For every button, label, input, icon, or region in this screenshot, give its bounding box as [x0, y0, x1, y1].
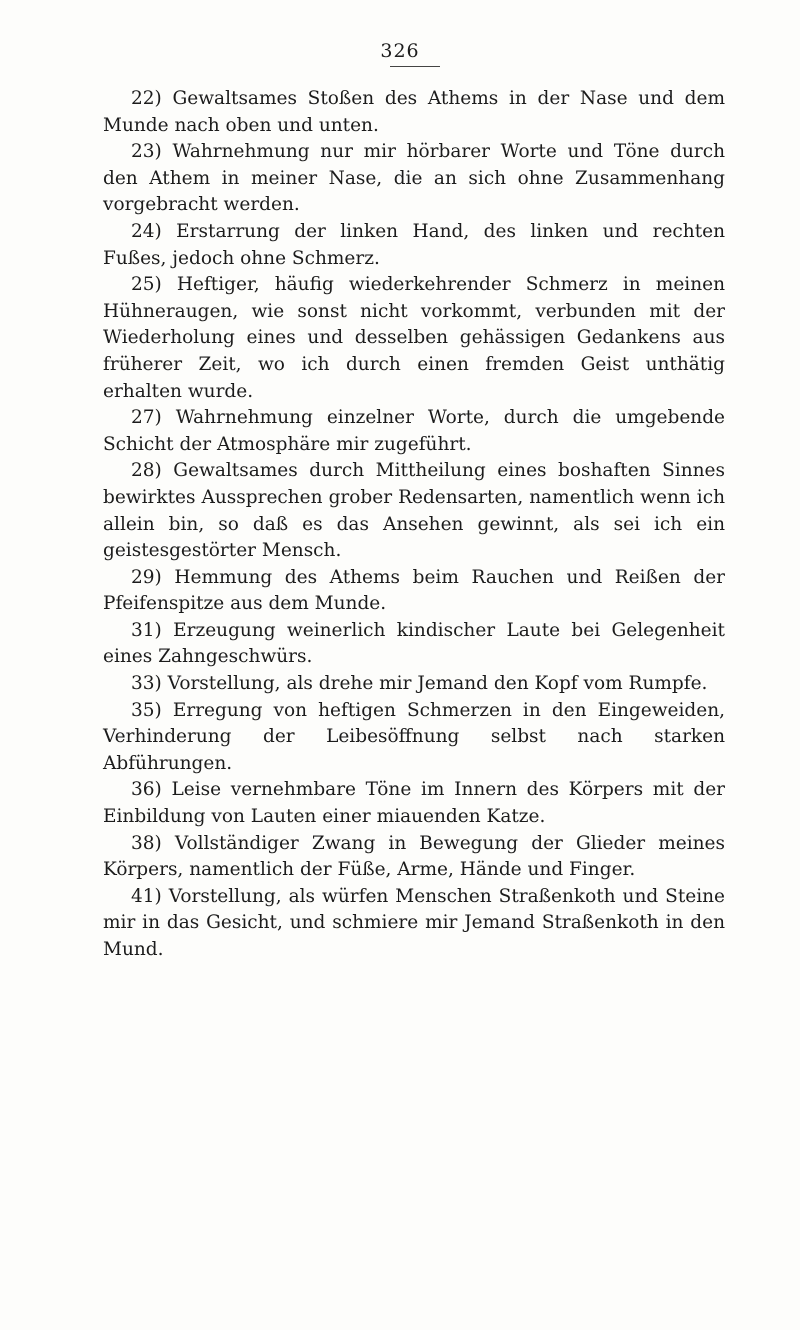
entry-number: 25) — [131, 274, 162, 296]
entry-text: Erregung von heftigen Schmerzen in den Eingeweiden, Verhinderung der Leibesöffnung selbst nach starken Abführungen. — [103, 699, 725, 774]
list-item — [103, 458, 725, 564]
entry-number: 23) — [131, 141, 162, 163]
list-item — [103, 565, 725, 618]
entry-number: 41) — [131, 885, 162, 907]
list-item — [103, 86, 725, 139]
list-item — [103, 831, 725, 884]
entry-number: 28) — [131, 460, 162, 482]
entry-text: Vorstellung, als würfen Menschen Straßenkoth und Steine mir in das Gesicht, und schmiere mir Jemand Straßenkoth in den Mund. — [103, 885, 725, 960]
entry-text: Wahrnehmung nur mir hörbarer Worte und Töne durch den Athem in meiner Nase, die an sich ohne Zusammenhang vorgebracht werden. — [103, 141, 725, 216]
entry-text: Gewaltsames durch Mittheilung eines boshaften Sinnes bewirktes Aussprechen grober Redensarten, namentlich wenn ich allein bin, so daß es das Ansehen gewinnt, als sei ich ein geistesgestörter Mensch. — [103, 460, 725, 562]
entry-number: 27) — [131, 407, 162, 429]
entry-text: Hemmung des Athems beim Rauchen und Reißen der Pfeifenspitze aus dem Munde. — [103, 566, 725, 615]
entry-number: 24) — [131, 220, 162, 242]
list-item — [103, 219, 725, 272]
entry-number: 33) — [131, 673, 162, 695]
entry-number: 29) — [131, 566, 162, 588]
entry-text: Vollständiger Zwang in Bewegung der Glieder meines Körpers, namentlich der Füße, Arme, Hände und Finger. — [103, 832, 725, 881]
entry-text: Vorstellung, als drehe mir Jemand den Kopf vom Rumpfe. — [167, 673, 708, 695]
list-item — [103, 671, 725, 698]
entry-text: Erzeugung weinerlich kindischer Laute bei Gelegenheit eines Zahngeschwürs. — [103, 619, 725, 668]
list-item — [103, 405, 725, 458]
entry-text: Gewaltsames Stoßen des Athems in der Nase und dem Munde nach oben und unten. — [103, 88, 725, 136]
symptom-list — [103, 86, 725, 964]
entry-text: Leise vernehmbare Töne im Innern des Körpers mit der Einbildung von Lauten einer miauenden Katze. — [103, 779, 725, 828]
entry-number: 22) — [131, 88, 162, 109]
entry-number: 38) — [131, 832, 162, 854]
list-item — [103, 884, 725, 964]
list-item — [103, 698, 725, 778]
entry-text: Wahrnehmung einzelner Worte, durch die umgebende Schicht der Atmosphäre mir zugeführt. — [103, 407, 725, 455]
list-item — [103, 139, 725, 219]
entry-number: 35) — [131, 699, 162, 721]
entry-number: 36) — [131, 779, 162, 801]
entry-text: Heftiger, häufig wiederkehrender Schmerz in meinen Hühneraugen, wie sonst nicht vorkommt, verbunden mit der Wiederholung eines und desselben gehässigen Gedankens aus früherer Zeit, wo ich durch einen fremden Geist unthätig erhalten wurde. — [103, 274, 725, 402]
page-number: 326 — [380, 40, 420, 62]
list-item — [103, 272, 725, 405]
page-number-rule — [390, 66, 440, 67]
list-item — [103, 618, 725, 671]
entry-number: 31) — [131, 619, 162, 641]
entry-text: Erstarrung der linken Hand, des linken und rechten Fußes, jedoch ohne Schmerz. — [103, 220, 725, 269]
list-item — [103, 777, 725, 830]
